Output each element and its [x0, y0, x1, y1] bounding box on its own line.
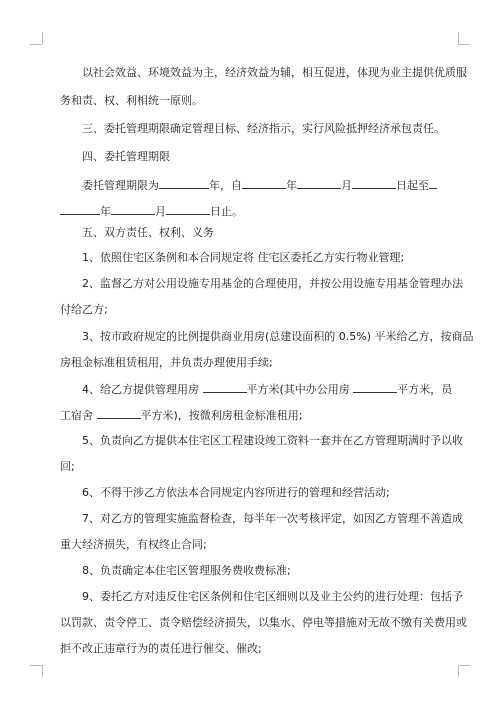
blank-field [60, 204, 100, 215]
blank-field [242, 178, 286, 189]
item4-unit1: 平方米(其中办公用房 [246, 383, 350, 396]
blank-field [353, 382, 397, 393]
item4-line-1 [82, 382, 452, 397]
blank-field [297, 178, 341, 189]
text-line: 付给乙方; [60, 303, 108, 316]
term-line-1 [82, 178, 437, 193]
item4-prefix: 4、给乙方提供管理用房 [82, 383, 199, 396]
crop-mark-top-right-v [458, 32, 459, 44]
text-line: 1、依照住宅区条例和本合同规定将 住宅区委托乙方实行物业管理; [82, 251, 405, 264]
text-line: 3、按市政府规定的比例提供商业用房(总建设面积的 0.5%) 平米给乙方，按商品 [82, 330, 474, 343]
crop-mark-top-left-h [30, 44, 42, 45]
text-line: 7、对乙方的管理实施监督检查，每半年一次考核评定，如因乙方管理不善造成 [82, 512, 463, 525]
crop-mark-bottom-right-v [458, 665, 459, 677]
item4-line-2 [60, 408, 303, 423]
blank-field [352, 178, 396, 189]
text-line: 务和责、权、利相统一原则。 [60, 94, 203, 107]
text-line: 8、负责确定本住宅区管理服务费收费标准; [82, 564, 291, 577]
term-year-label: 年，自 [209, 179, 242, 192]
text-line: 回; [60, 460, 75, 473]
text-line: 房租金标准租赁租用，并负责办理使用手续; [60, 356, 273, 369]
text-line: 拒不改正违章行为的责任进行催交、催改; [60, 642, 262, 655]
crop-mark-bottom-left-h [30, 665, 42, 666]
text-line: 以社会效益、环境效益为主，经济效益为辅，相互促进，体现为业主提供优质服 [82, 66, 467, 79]
item4-unit2: 平方米，员 [397, 383, 453, 396]
blank-field [97, 408, 141, 419]
blank-field [166, 204, 210, 215]
term-prefix: 委托管理期限为 [82, 179, 159, 192]
term-day-label: 日起至 [396, 179, 429, 192]
text-line: 5、负责向乙方提供本住宅区工程建设竣工资料一套并在乙方管理期满时予以收 [82, 434, 463, 447]
text-line: 6、不得干涉乙方依法本合同规定内容所进行的管理和经营活动; [82, 486, 390, 499]
text-line: 9、委托乙方对违反住宅区条例和住宅区细则以及业主公约的进行处理：包括予 [82, 590, 463, 603]
crop-mark-bottom-right-h [458, 665, 470, 666]
term-month-label: 月 [341, 179, 352, 192]
term-line2-end: 日止。 [210, 205, 243, 218]
text-line: 2、监督乙方对公用设施专用基金的合理使用，并按公用设施专用基金管理办法 [82, 277, 463, 290]
term-year2-label: 年 [286, 179, 297, 192]
crop-mark-top-left-v [42, 32, 43, 44]
crop-mark-top-right-h [458, 44, 470, 45]
text-line: 重大经济损失，有权终止合同; [60, 538, 207, 551]
item4-line2-suffix: 平方米)，按微利房租金标准租用; [140, 409, 303, 422]
section-heading: 四、委托管理期限 [82, 150, 170, 163]
term-line2-month: 月 [155, 205, 166, 218]
text-line: 三、委托管理期限确定管理目标、经济指示，实行风险抵押经济承包责任。 [82, 122, 445, 135]
blank-field [111, 204, 155, 215]
blank-field [203, 382, 247, 393]
item4-line2-prefix: 工宿舍 [60, 409, 93, 422]
section-heading: 五、双方责任、权利、义务 [82, 226, 214, 239]
text-line: 以罚款、责令停工、责令赔偿经济损失，以集水、停电等措施对无故不缴有关费用或 [60, 616, 467, 629]
term-line-2 [60, 204, 243, 219]
blank-field [159, 178, 209, 189]
term-line2-year: 年 [100, 205, 111, 218]
crop-mark-bottom-left-v [42, 665, 43, 677]
blank-field [429, 178, 437, 189]
